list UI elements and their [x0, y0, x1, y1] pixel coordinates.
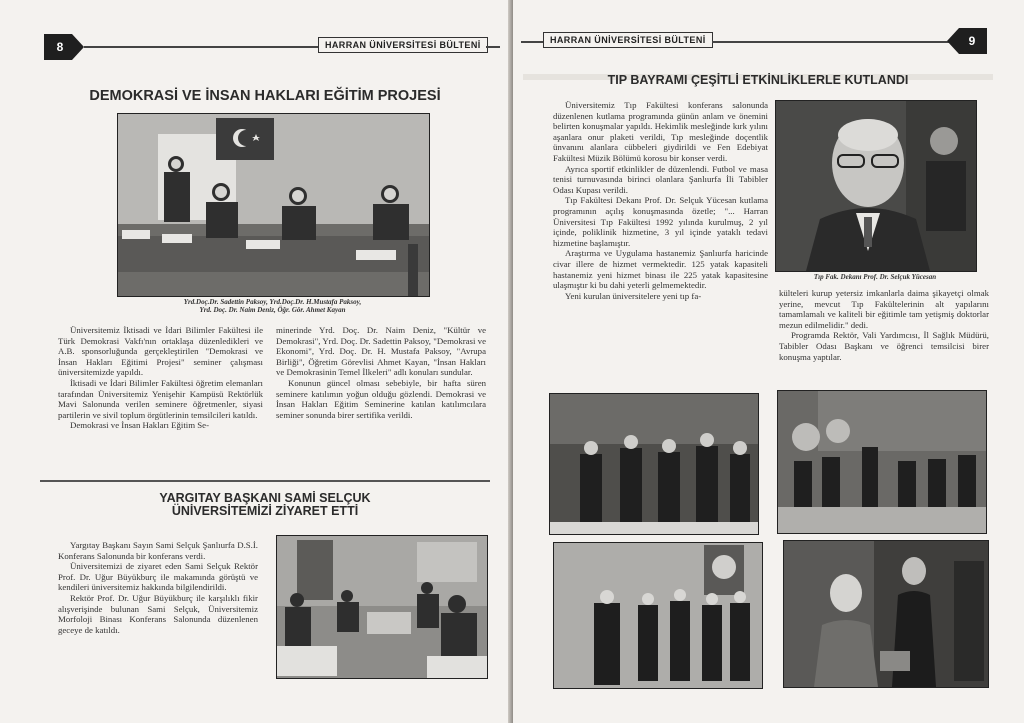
- page-number: 8: [56, 40, 64, 54]
- visit-paragraph-2: Üniversitemizi de ziyaret eden Sami Selçuk Rektör Prof. Dr. Uğur Büyükburç ile makamında görüştü ve kendileri üniversitemiz hakkında bilgilendirildi.: [58, 561, 258, 593]
- visit-title-line-1: YARGITAY BAŞKANI SAMİ SELÇUK: [159, 491, 371, 505]
- page-number: 9: [968, 34, 976, 48]
- ceremony-photo-4: [783, 540, 989, 688]
- medicine-paragraph-2: Ayrıca sportif etkinlikler de düzenlendi. Futbol ve masa tenisi turnuvasında birinci olanlara Şanlıurfa İli Tabibler Odası Kupası verildi.: [553, 163, 768, 195]
- article-divider: [40, 480, 490, 482]
- democracy-column-2: [276, 325, 486, 420]
- medicine-paragraph-5: Yeni kurulan üniversitelere yeni tıp fa-: [565, 290, 702, 301]
- article-title-visit: [135, 492, 395, 518]
- ceremony-photo-3: [553, 542, 763, 689]
- article-title-democracy: DEMOKRASİ VE İNSAN HAKLARI EĞİTİM PROJESİ: [89, 88, 441, 104]
- dean-photo-caption: Tıp Fak. Dekanı Prof. Dr. Selçuk Yücesan: [813, 273, 937, 281]
- article-title-medicine: TIP BAYRAMI ÇEŞİTLİ ETKİNLİKLERLE KUTLANDI: [607, 73, 909, 87]
- democracy-paragraph-5: Konunun güncel olması sebebiyle, bir hafta süren seminere katılımın yoğun olduğu gözlendi. Demokrasi ve İnsan Hakları Eğitim Seminerine katılan katılımcılara seminer sonunda birer sertifika verildi.: [276, 377, 486, 420]
- democracy-paragraph-4: minerinde Yrd. Doç. Dr. Naim Deniz, "Kültür ve Demokrasi", Yrd. Doç. Dr. Sadettin Paksoy, "Demokrasi ve Ekonomi", Yrd. Doç. Dr. H. Mustafa Paksoy, "Avrupa Birliği", Öğretim Görevlisi Ahmet Kayan, "İnsan Hakları ve Demokrasinin Temel İlkeleri" adlı konuları sundular.: [276, 325, 486, 378]
- left-page: [0, 0, 511, 723]
- democracy-paragraph-2: İktisadi ve İdari Bilimler Fakültesi öğretim elemanları tarafından Üniversitemiz Yenişehir Kampüsü Rektörlük Mavi Salonunda verilen seminere öğretmenler, siyasi partilerin ve sivil toplum örgütlerinin temsilcileri katıldı.: [58, 377, 263, 420]
- visit-title-line-2: ÜNİVERSİTEMİZİ ZİYARET ETTİ: [171, 504, 359, 518]
- medicine-column-1: [553, 100, 768, 301]
- ceremony-photo-1: [549, 393, 759, 535]
- democracy-paragraph-3: Demokrasi ve İnsan Hakları Eğitim Se-: [70, 420, 210, 431]
- caption-line-2: Yrd. Doç. Dr. Naim Deniz, Öğr. Gör. Ahmet Kayan: [199, 306, 346, 314]
- visit-paragraph-1: Yargıtay Başkanı Sayın Sami Selçuk Şanlıurfa D.S.İ. Konferans Salonunda bir konferans verdi.: [58, 540, 258, 561]
- visit-photo: [276, 535, 488, 679]
- right-page: [513, 0, 1024, 723]
- page-number-badge: [947, 28, 987, 54]
- page-number-badge: [44, 34, 84, 60]
- visit-column: [58, 540, 258, 635]
- democracy-paragraph-1: Üniversitemiz İktisadi ve İdari Bilimler Fakültesi ile Türk Demokrasi Vakfı'nın ortaklaşa düzenledikleri ve A.B. sponsorluğunda gerçekleştirilen "Demokrasi ve İnsan Hakları Eğitimi Projesi" seminer çalışması üniversitemizde yapıldı.: [58, 325, 263, 378]
- medicine-paragraph-3: Tıp Fakültesi Dekanı Prof. Dr. Selçuk Yücesan kutlama programının açılış konuşmasında özetle; "... Harran Üniversitesi Tıp Fakültesi 1992 yılında kurulmuş, 2 yıl içinde, poliklinik hizmetine, 3 yıl içinde yataklı tedavi hizmetine başlamıştır.: [553, 195, 768, 248]
- ceremony-photo-2: [777, 390, 987, 534]
- header-rule: [712, 41, 952, 43]
- medicine-paragraph-7: Programda Rektör, Vali Yardımcısı, İl Sağlık Müdürü, Tabibler Odası Başkanı ve öğrenci temsilcisi birer konuşma yaptılar.: [779, 330, 989, 362]
- visit-paragraph-3: Rektör Prof. Dr. Uğur Büyükburç ile karşılıklı fikir alışverişinde bulunan Sami Selçuk, Üniversitemiz Morfoloji Binası Konferans Salonunda düzenlenen geceye de katıldı.: [58, 592, 258, 635]
- seminar-photo-caption: [117, 298, 428, 314]
- democracy-column-1: [58, 325, 263, 431]
- header-rule-start: [521, 41, 543, 43]
- medicine-paragraph-1: Üniversitemiz Tıp Fakültesi konferans salonunda düzenlenen kutlama programında günün anlam ve önemini belirten konuşmalar yapıldı. Hekimlik mesleğinde kırk yılını aşanlara onur plaketi verildi, Tıp mesleğinde doçentlik ünvanını alanlara cübbeleri giydirildi ve Fen Edebiyat Fakültesi Müzik Bölümü korosu bir konser verdi.: [553, 100, 768, 163]
- header-rule-end: [486, 46, 500, 48]
- medicine-paragraph-6: külteleri kurup yetersiz imkanlarla daima şikayetçi olmak yerine, mevcut Tıp Fakültelerinin alt yapılarını tamamlamalı ve kaliteli bir eğitimle tam yetişmiş doktorlar mezun edilmelidir." dedi.: [779, 288, 989, 330]
- dean-portrait-photo: [775, 100, 977, 272]
- medicine-paragraph-4: Araştırma ve Uygulama hastanemiz Şanlıurfa haricinde civar illere de hizmet vermektedir. 125 yatak kapasiteli hastanemiz yeni hizmet binası ile 225 yatak kapasitesine ulaşmıştır ki bu dahi yeterli gelmemektedir.: [553, 248, 768, 291]
- caption-line-1: Yrd.Doç.Dr. Sadettin Paksoy, Yrd.Doç.Dr. H.Mustafa Paksoy,: [183, 298, 362, 306]
- seminar-photo: [117, 113, 430, 297]
- header-rule: [84, 46, 319, 48]
- header-label: HARRAN ÜNİVERSİTESİ BÜLTENİ: [543, 32, 713, 48]
- medicine-column-2: [779, 288, 989, 362]
- header-label: HARRAN ÜNİVERSİTESİ BÜLTENİ: [318, 37, 488, 53]
